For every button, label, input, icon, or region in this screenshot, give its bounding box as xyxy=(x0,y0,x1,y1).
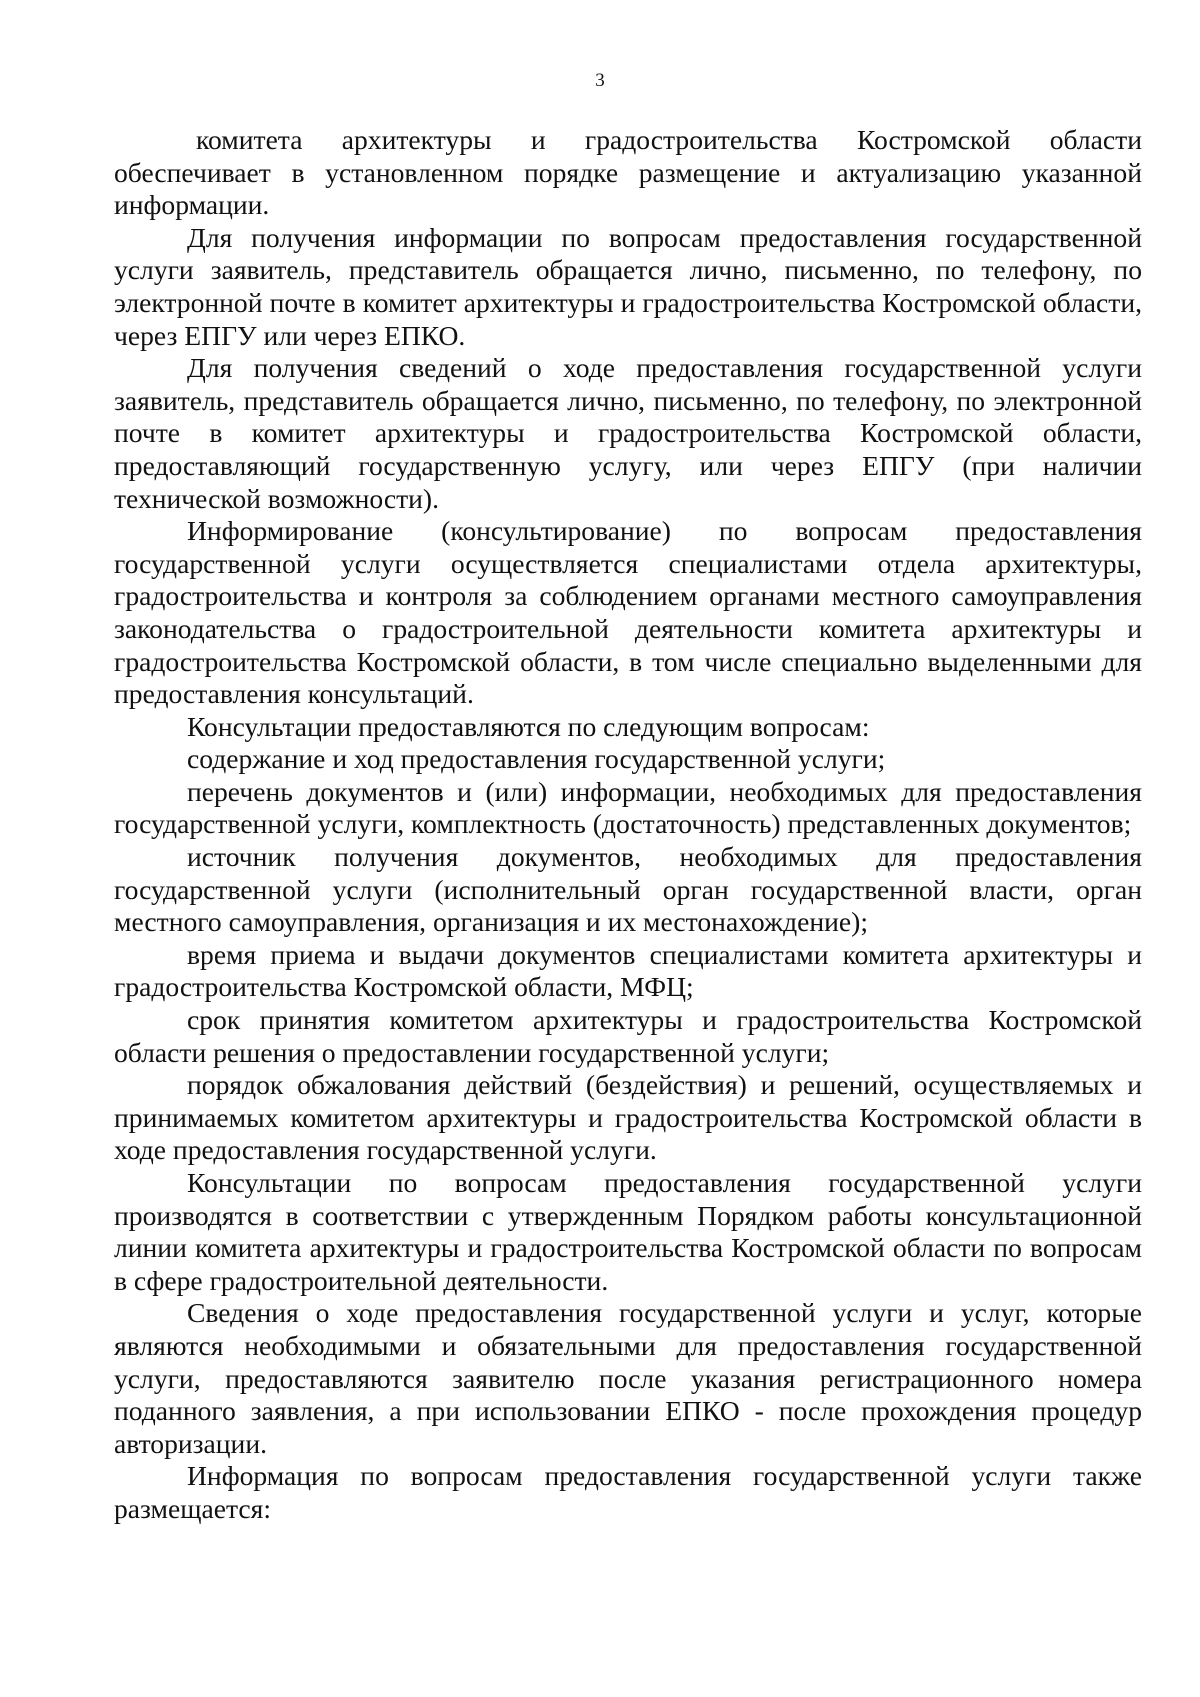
list-item-2: перечень документов и (или) информации, необходимых для предоставления государственной услуги, комплектность (достаточность) представленных документов; xyxy=(114,775,1142,840)
body-text xyxy=(114,124,1142,1526)
list-item-3: источник получения документов, необходимых для предоставления государственной услуги (исполнительный орган государственной власти, орган местного самоуправления, организация и их местонахождение); xyxy=(114,841,1142,938)
list-item-5: срок принятия комитетом архитектуры и градостроительства Костромской области решения о предоставлении государственной услуги; xyxy=(114,1004,1142,1068)
page-number: 3 xyxy=(595,70,605,91)
list-item-4: время приема и выдачи документов специалистами комитета архитектуры и градостроительства Костромской области, МФЦ; xyxy=(114,938,1142,1003)
paragraph-3: Для получения сведений о ходе предоставления государственной услуги заявитель, представитель обращается лично, письменно, по телефону, по электронной почте в комитет архитектуры и градостроительства Костромской области, предоставляющий государственную услугу, или через ЕПГУ (при наличии технической возможности). xyxy=(114,352,1142,514)
paragraph-6: Консультации по вопросам предоставления государственной услуги производятся в соответствии с утвержденным Порядком работы консультационной линии комитета архитектуры и градостроительства Костромской области по вопросам в сфере градостроительной деятельности. xyxy=(114,1167,1142,1296)
paragraph-7: Сведения о ходе предоставления государственной услуги и услуг, которые являются необходимыми и обязательными для предоставления государственной услуги, предоставляются заявителю после указания регистрационного номера поданного заявления, а при использовании ЕПКО - после прохождения процедур авторизации. xyxy=(114,1297,1142,1459)
list-item-6: порядок обжалования действий (бездействия) и решений, осуществляемых и принимаемых комитетом архитектуры и градостроительства Костромской области в ходе предоставления государственной услуги. xyxy=(114,1069,1142,1166)
paragraph-2: Для получения информации по вопросам предоставления государственной услуги заявитель, представитель обращается лично, письменно, по телефону, по электронной почте в комитет архитектуры и градостроительства Костромской области, через ЕПГУ или через ЕПКО. xyxy=(114,221,1142,351)
paragraph-8: Информация по вопросам предоставления государственной услуги также размещается: xyxy=(114,1460,1142,1524)
paragraph-1: комитета архитектуры и градостроительства Костромской области обеспечивает в установленном порядке размещение и актуализацию указанной информации. xyxy=(114,124,1142,221)
paragraph-5: Консультации предоставляются по следующим вопросам: xyxy=(187,710,870,742)
paragraph-4: Информирование (консультирование) по вопросам предоставления государственной услуги осуществляется специалистами отдела архитектуры, градостроительства и контроля за соблюдением органами местного самоуправления законодательства о градостроительной деятельности комитета архитектуры и градостроительства Костромской области, в том числе специально выделенными для предоставления консультаций. xyxy=(114,515,1142,710)
list-item-1: содержание и ход предоставления государственной услуги; xyxy=(187,743,886,775)
